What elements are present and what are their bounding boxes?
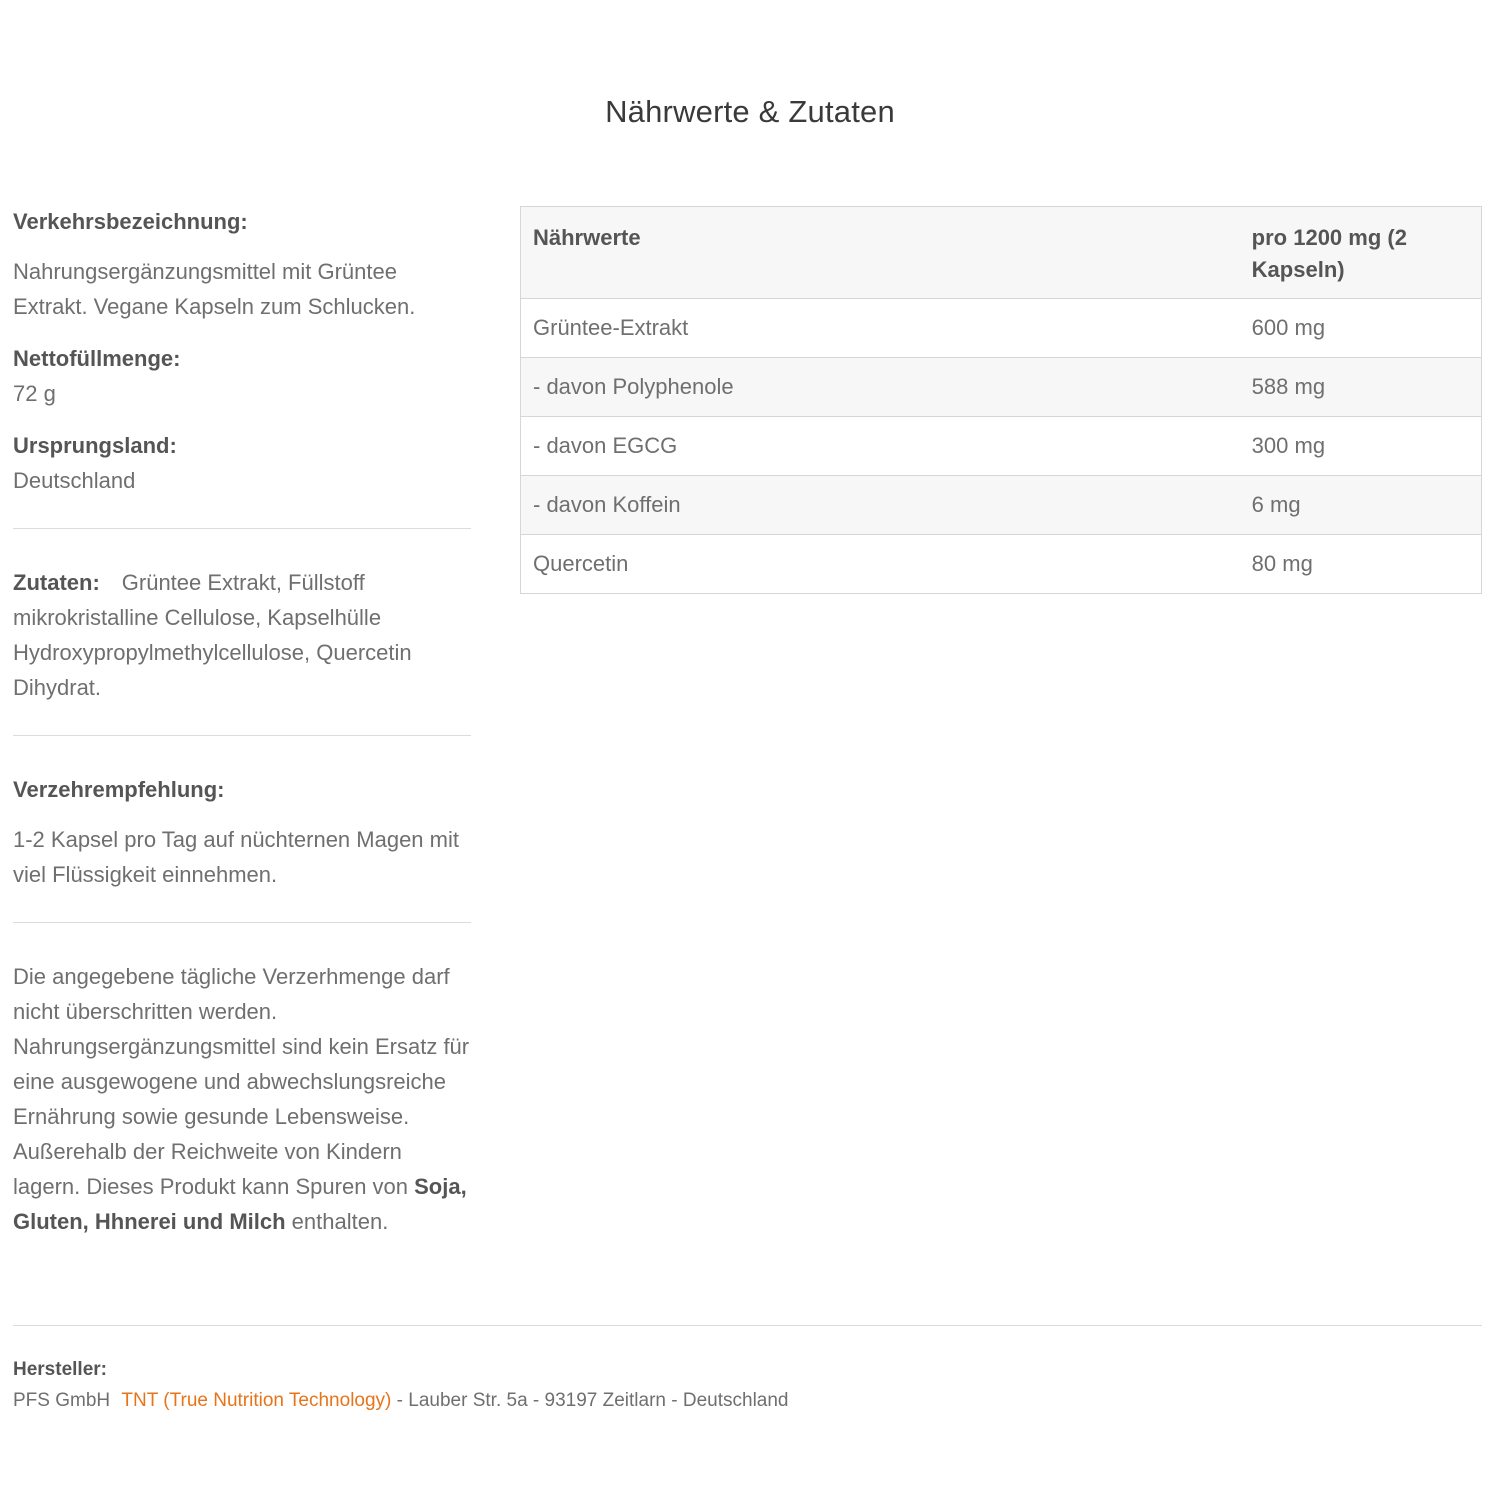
- ingredients-label: Zutaten:: [13, 570, 100, 595]
- manufacturer-address: - Lauber Str. 5a - 93197 Zeitlarn - Deutschland: [391, 1390, 789, 1411]
- divider: [13, 528, 471, 529]
- dosage-section: [13, 772, 471, 892]
- table-cell-nutrient: - davon Polyphenole: [521, 358, 1240, 417]
- table-row: [521, 358, 1482, 417]
- warning-text-after: enthalten.: [285, 1209, 389, 1234]
- table-cell-amount: 588 mg: [1240, 358, 1482, 417]
- manufacturer-info: [13, 1354, 789, 1416]
- dosage-label: Verzehrempfehlung:: [13, 777, 225, 802]
- warning-text-before: Die angegebene tägliche Verzerhmenge darf nicht überschritten werden. Nahrungsergänzungsmittel sind kein Ersatz für eine ausgewogene und abwechslungsreiche Ernährung sowie gesunde Lebensweise. Außerehalb der Reichweite von Kindern lagern. Dieses Produkt kann Spuren von: [13, 964, 470, 1199]
- product-info-column: [13, 204, 471, 1239]
- origin-section: [13, 428, 471, 498]
- ingredients-section: [13, 565, 471, 705]
- table-row: [521, 476, 1482, 535]
- divider: [13, 735, 471, 736]
- table-cell-nutrient: Quercetin: [521, 535, 1240, 594]
- table-row: [521, 417, 1482, 476]
- dosage-value: 1-2 Kapsel pro Tag auf nüchternen Magen mit viel Flüssigkeit einnehmen.: [13, 827, 459, 887]
- table-cell-nutrient: - davon Koffein: [521, 476, 1240, 535]
- table-header-nutrient: Nährwerte: [521, 207, 1240, 299]
- manufacturer-company: PFS GmbH: [13, 1390, 111, 1411]
- origin-label: Ursprungsland:: [13, 433, 177, 458]
- warning-text: [13, 959, 471, 1239]
- nutrition-table: [520, 206, 1482, 594]
- sales-name-value: Nahrungsergänzungsmittel mit Grüntee Extrakt. Vegane Kapseln zum Schlucken.: [13, 259, 416, 319]
- net-quantity-value: 72 g: [13, 381, 56, 406]
- table-header-amount: pro 1200 mg (2 Kapseln): [1240, 207, 1482, 299]
- table-cell-amount: 300 mg: [1240, 417, 1482, 476]
- page-title: Nährwerte & Zutaten: [605, 94, 895, 129]
- origin-value: Deutschland: [13, 468, 136, 493]
- table-header-row: [521, 207, 1482, 299]
- table-row: [521, 299, 1482, 358]
- net-quantity-section: [13, 341, 471, 411]
- sales-name-section: [13, 204, 471, 324]
- brand-link[interactable]: TNT (True Nutrition Technology): [121, 1390, 392, 1411]
- manufacturer-label: Hersteller:: [13, 1359, 107, 1380]
- allergens: Soja, Gluten, Hhnerei und Milch: [13, 1174, 467, 1234]
- table-cell-nutrient: - davon EGCG: [521, 417, 1240, 476]
- table-cell-amount: 80 mg: [1240, 535, 1482, 594]
- table-cell-nutrient: Grüntee-Extrakt: [521, 299, 1240, 358]
- table-row: [521, 535, 1482, 594]
- table-cell-amount: 6 mg: [1240, 476, 1482, 535]
- sales-name-label: Verkehrsbezeichnung:: [13, 209, 248, 234]
- net-quantity-label: Nettofüllmenge:: [13, 346, 181, 371]
- ingredients-value: Grüntee Extrakt, Füllstoff mikrokristalline Cellulose, Kapselhülle Hydroxypropylmethylcellulose, Quercetin Dihydrat.: [13, 570, 412, 700]
- table-cell-amount: 600 mg: [1240, 299, 1482, 358]
- footer-divider: [13, 1325, 1482, 1326]
- divider: [13, 922, 471, 923]
